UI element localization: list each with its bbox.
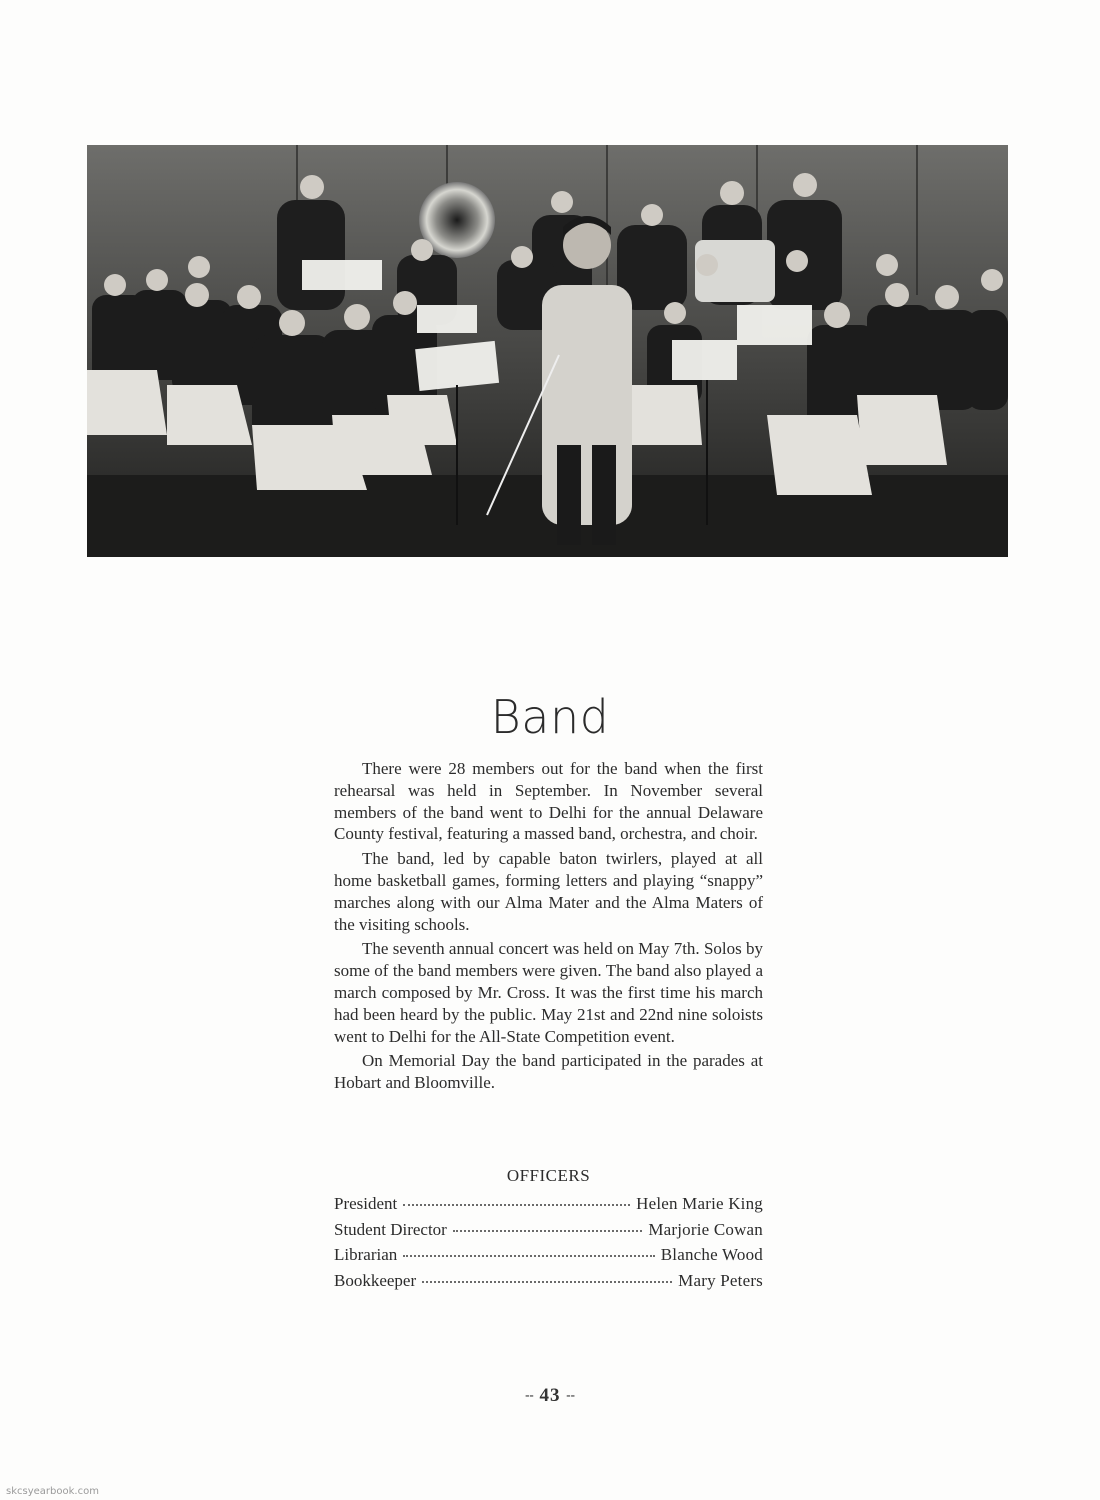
leader-dots (403, 1203, 630, 1206)
officer-role: Student Director (334, 1219, 447, 1239)
officer-role: President (334, 1194, 398, 1213)
paragraph-4: On Memorial Day the band participated in the parades at Hobart and Bloomville. (334, 1051, 763, 1093)
paragraph-3: The seventh annual concert was held on May 7th. Solos by some of the band members were given. The band also played a march composed by Mr. Cross. It was the first time his march had been heard by the public. May 21st and 22nd nine soloists went to Delhi for the All-State Competition event. (334, 939, 763, 1046)
officer-row (334, 1271, 763, 1297)
officer-role: Bookkeeper (334, 1270, 417, 1290)
officer-name: Marjorie Cowan (648, 1219, 763, 1239)
leader-dots (453, 1229, 642, 1232)
officer-role: Librarian (334, 1245, 398, 1264)
officer-row (334, 1220, 763, 1246)
officer-name: Mary Peters (678, 1270, 763, 1290)
officer-name: Helen Marie King (636, 1194, 763, 1213)
page-number (0, 1385, 1100, 1407)
leader-dots (422, 1280, 672, 1283)
officers-list (334, 1194, 763, 1296)
page-title: Band (490, 690, 610, 744)
band-group-photo (87, 145, 1008, 557)
officer-name: Blanche Wood (660, 1245, 763, 1264)
page-number-ornament-left: -- (525, 1387, 534, 1402)
officer-row (334, 1245, 763, 1271)
page-number-value: 43 (539, 1385, 561, 1406)
leader-dots (403, 1254, 655, 1257)
officer-row (334, 1194, 763, 1220)
paragraph-1: There were 28 members out for the band when the first rehearsal was held in September. In November several members of the band went to Delhi for the annual Delaware County festival, featuring a massed band, orchestra, and choir. (334, 759, 763, 844)
article-body (334, 758, 763, 1097)
band-photo-illustration (87, 145, 1008, 557)
page-number-ornament-right: -- (566, 1387, 575, 1402)
paragraph-2: The band, led by capable baton twirlers, played at all home basketball games, forming letters and playing “snappy” marches along with our Alma Mater and the Alma Maters of the visiting schools. (334, 849, 763, 934)
officers-heading: OFFICERS (506, 1166, 591, 1185)
site-watermark: skcsyearbook.com (6, 1486, 99, 1497)
